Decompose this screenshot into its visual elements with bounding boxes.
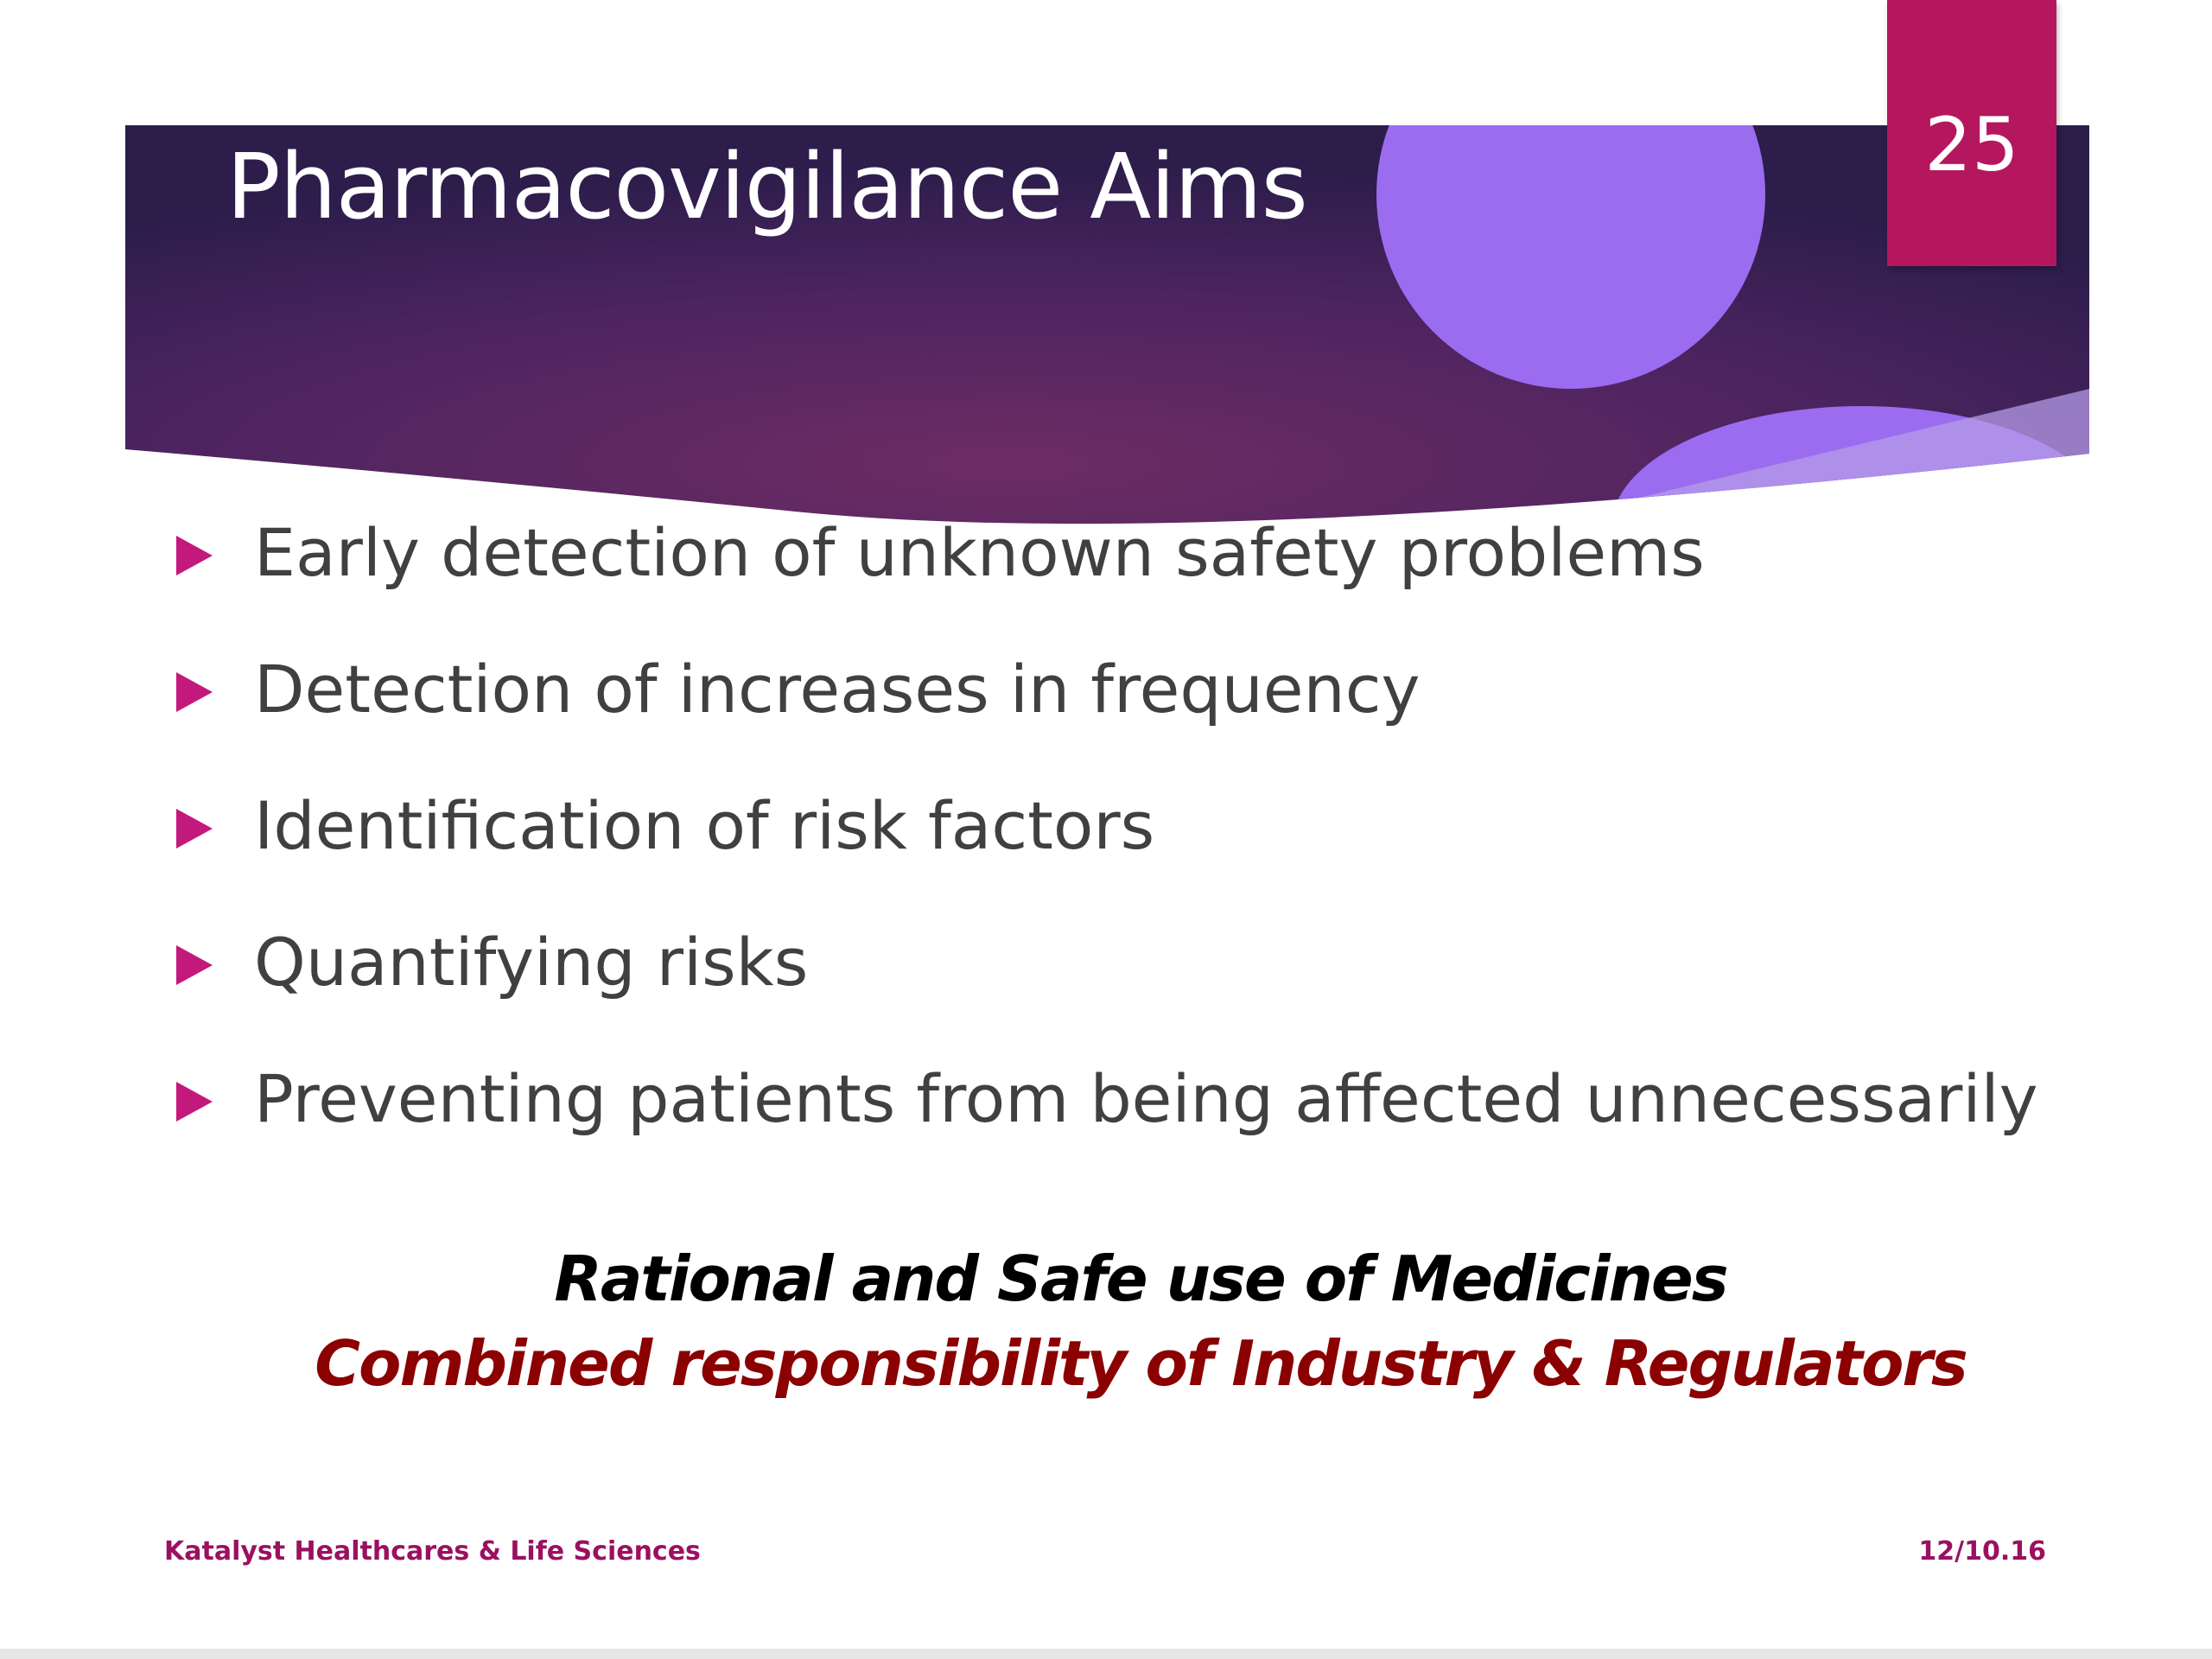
bullet-text: Early detection of unknown safety problems bbox=[254, 514, 1705, 591]
decorative-circle-large bbox=[1376, 0, 1765, 389]
bullet-text: Preventing patients from being affected unnecessarily bbox=[254, 1060, 2038, 1137]
list-item bbox=[164, 646, 2065, 733]
tagline-primary: Rational and Safe use of Medicines bbox=[554, 1243, 1727, 1315]
list-item bbox=[164, 919, 2065, 1006]
triangle-bullet-icon bbox=[176, 1082, 213, 1122]
footer-date: 12/10.16 bbox=[1918, 1536, 2046, 1567]
triangle-bullet-icon bbox=[176, 672, 213, 712]
triangle-bullet-icon bbox=[176, 945, 213, 985]
bullet-text: Detection of increases in frequency bbox=[254, 651, 1421, 728]
list-item bbox=[164, 510, 2065, 596]
bullet-text: Quantifying risks bbox=[254, 924, 809, 1001]
tagline-secondary: Combined responsibility of Industry & Regulators bbox=[315, 1327, 1967, 1400]
page-number-tab bbox=[1887, 0, 2056, 266]
bottom-divider bbox=[0, 1649, 2212, 1659]
page-number: 25 bbox=[1924, 102, 2019, 188]
triangle-bullet-icon bbox=[176, 809, 213, 849]
list-item bbox=[164, 1056, 2065, 1142]
slide-title: Pharmacovigilance Aims bbox=[226, 134, 1307, 239]
triangle-bullet-icon bbox=[176, 536, 213, 575]
list-item bbox=[164, 783, 2065, 869]
footer-company: Katalyst Healthcares & Life Sciences bbox=[164, 1536, 701, 1567]
bullet-text: Identification of risk factors bbox=[254, 787, 1155, 864]
